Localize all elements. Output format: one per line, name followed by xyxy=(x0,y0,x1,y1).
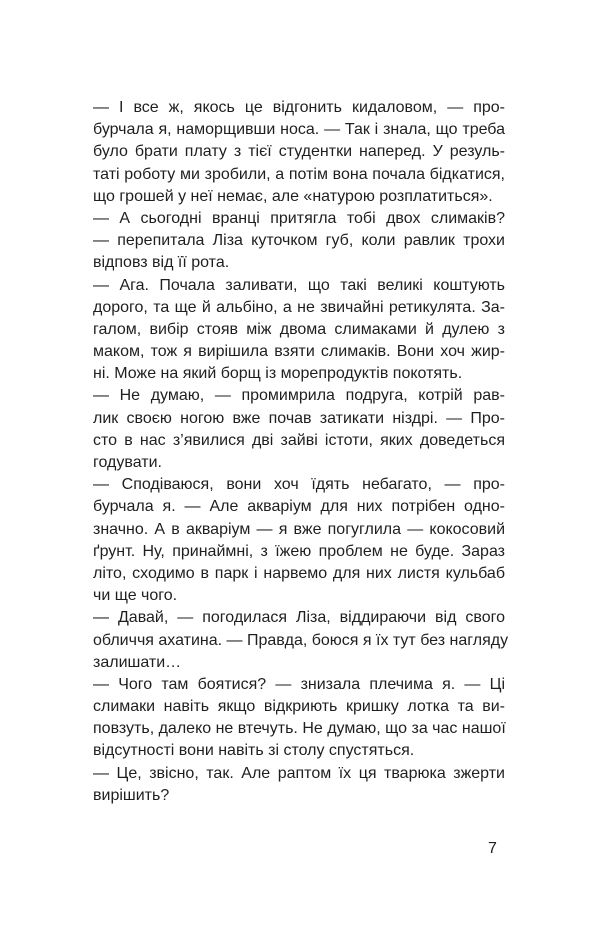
text-line: лик своєю ногою вже почав затикати ніздрі. — Про- xyxy=(93,409,505,427)
body-text xyxy=(93,97,509,807)
text-line: відсутності вони навіть зі столу спустяться. xyxy=(93,742,415,760)
text-line: сто в нас з’явилися дві зайві істоти, яких доведеться xyxy=(93,431,505,449)
text-line: ґрунт. Ну, принаймні, з їжею проблем не буде. Зараз xyxy=(93,542,505,560)
text-line: — Не думаю, — промимрила подруга, котрій рав- xyxy=(93,387,505,405)
text-line: галом, вибір стояв між двома слимаками й дулею з xyxy=(93,320,505,338)
text-line: значно. А в акваріум — я вже погуглила — кокосовий xyxy=(93,520,505,538)
text-line: повзуть, далеко не втечуть. Не думаю, що за час нашої xyxy=(93,720,506,738)
text-line: — перепитала Ліза куточком губ, коли равлик трохи xyxy=(93,232,505,250)
text-line: — Сподіваюся, вони хоч їдять небагато, — про- xyxy=(93,476,505,494)
text-line: — І все ж, якось це відгонить кидаловом, — про- xyxy=(93,99,505,116)
text-line: годувати. xyxy=(93,454,162,471)
text-line: залишати… xyxy=(93,653,182,671)
text-line: вирішить? xyxy=(93,786,170,804)
text-line: обличчя ахатина. — Правда, боюся я їх тут без нагляду xyxy=(93,631,509,649)
text-line: відповз від її рота. xyxy=(93,254,230,272)
text-line: — Давай, — погодилася Ліза, віддираючи від свого xyxy=(93,609,505,627)
text-line: ні. Може на який борщ із морепродуктів покотять. xyxy=(93,365,463,383)
text-line: — Чого там боятися? — знизала плечима я. — Ці xyxy=(93,675,505,693)
text-line: — Ага. Почала заливати, що такі великі коштують xyxy=(93,276,505,294)
text-line: слимаки навіть якщо відкриють кришку лотка та ви- xyxy=(93,698,505,716)
text-line: — А сьогодні вранці притягла тобі двох слимаків? xyxy=(93,209,505,227)
text-line: було брати плату з тієї студентки наперед. У резуль- xyxy=(93,143,505,161)
text-line: — Це, звісно, так. Але раптом їх ця тварюка зжерти xyxy=(93,764,505,782)
text-line: чи ще чого. xyxy=(93,587,178,605)
text-line: дорого, та ще й альбіно, а не звичайні ретикулята. За- xyxy=(93,298,505,316)
text-line: бурчала я, наморщивши носа. — Так і знала, що треба xyxy=(93,121,505,139)
page-number: 7 xyxy=(488,840,497,857)
text-line: літо, сходимо в парк і нарвемо для них листя кульбаб xyxy=(93,564,505,582)
text-line: що грошей у неї немає, але «натурою розплатиться». xyxy=(93,187,493,205)
text-line: маком, тож я вирішила взяти слимаків. Вони хоч жир- xyxy=(93,343,505,361)
text-line: бурчала я. — Але акваріум для них потрібен одно- xyxy=(93,498,505,516)
text-line: таті роботу ми зробили, а потім вона почала бідкатися, xyxy=(93,165,505,183)
